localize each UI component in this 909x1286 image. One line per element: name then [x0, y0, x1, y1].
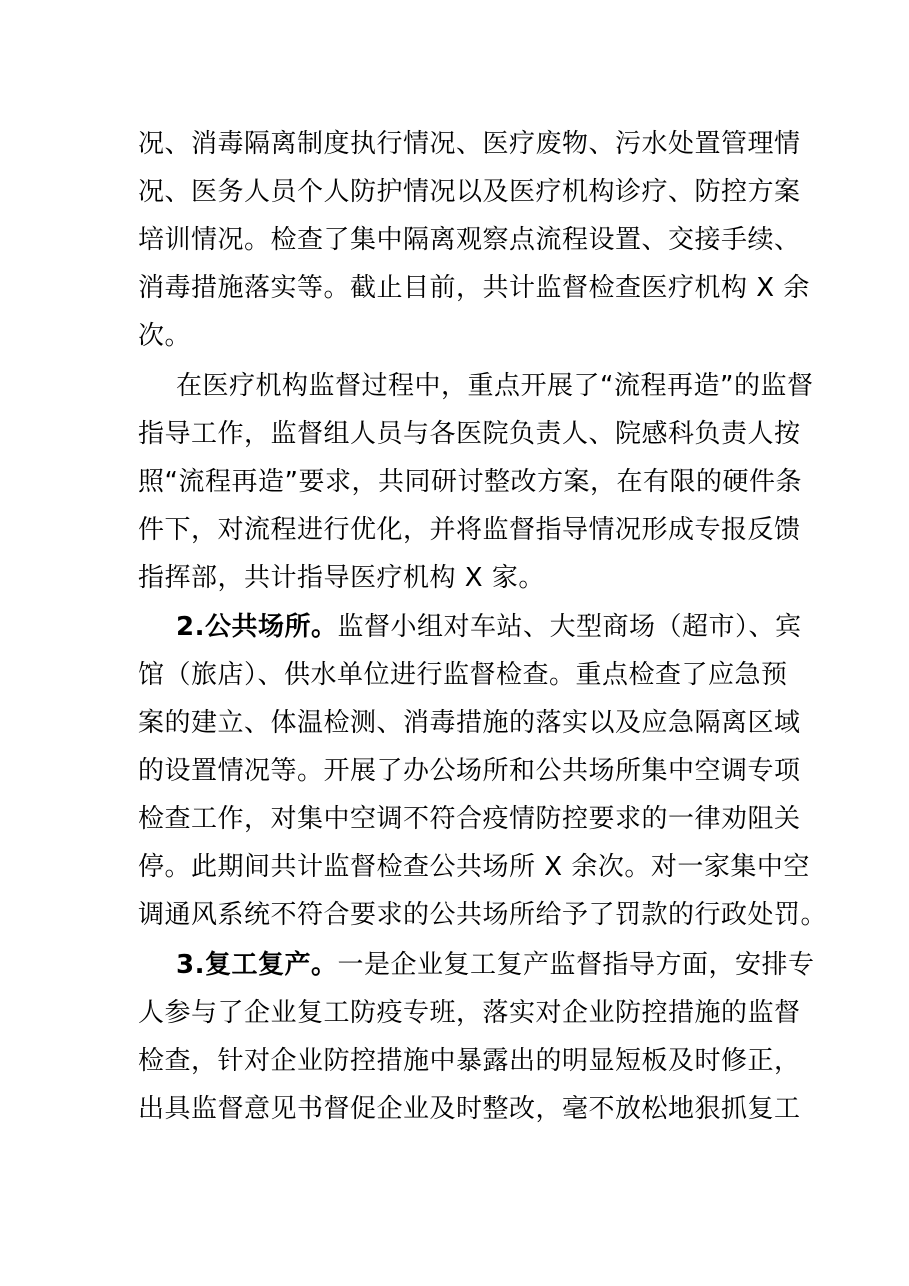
text-run: 况、医务人员个人防护情况以及医疗机构诊疗、防控方案	[138, 177, 801, 207]
text-line-1	[138, 120, 801, 168]
text-run: 检查工作，对集中空调不符合疫情防控要求的一律劝阻关	[138, 804, 801, 834]
text-run: 次。	[138, 321, 192, 351]
text-run: 监督小组对车站、大型商场（超市）、宾	[337, 612, 802, 642]
text-line-4	[138, 264, 810, 312]
text-run: 指导工作，监督组人员与各医院负责人、院感科负责人按	[138, 419, 801, 449]
text-run: 指挥部，共计指导医疗机构 X 家。	[138, 563, 545, 593]
text-run: 照“流程再造”要求，共同研讨整改方案，在有限的硬件条	[138, 467, 802, 497]
text-run: 一是企业复工复产监督指导方面，安排专	[337, 950, 815, 980]
text-line-14	[138, 747, 801, 795]
text-run: 的设置情况等。开展了办公场所和公共场所集中空调专项	[138, 756, 801, 786]
text-run: 检查，针对企业防控措施中暴露出的明显短板及时修正，	[138, 1046, 801, 1076]
text-run: 馆（旅店）、供水单位进行监督检查。重点检查了应急预	[138, 660, 788, 690]
text-line-21	[138, 1085, 801, 1133]
text-line-7	[138, 410, 801, 458]
text-line-16	[138, 843, 810, 891]
text-line-9	[138, 506, 801, 554]
text-line-8	[138, 458, 802, 506]
text-line-19	[138, 989, 801, 1037]
text-run: 人参与了企业复工防疫专班，落实对企业防控措施的监督	[138, 998, 801, 1028]
text-run: 出具监督意见书督促企业及时整改，毫不放松地狠抓复工	[138, 1094, 801, 1124]
text-line-15	[138, 795, 801, 843]
text-line-6	[176, 362, 814, 410]
text-line-18	[176, 941, 815, 989]
text-line-2	[138, 168, 801, 216]
text-line-12	[138, 651, 788, 699]
text-run: 培训情况。检查了集中隔离观察点流程设置、交接手续、	[138, 225, 801, 255]
text-run: 消毒措施落实等。截止目前，共计监督检查医疗机构 X 余	[138, 273, 810, 303]
section-heading: 2.公共场所。	[176, 612, 338, 642]
text-line-20	[138, 1037, 801, 1085]
text-run: 件下，对流程进行优化，并将监督指导情况形成专报反馈	[138, 515, 801, 545]
text-run: 停。此期间共计监督检查公共场所 X 余次。对一家集中空	[138, 852, 810, 882]
text-line-10	[138, 554, 772, 602]
text-line-11	[176, 603, 802, 651]
text-run: 在医疗机构监督过程中，重点开展了“流程再造”的监督	[176, 371, 814, 401]
text-run: 况、消毒隔离制度执行情况、医疗废物、污水处置管理情	[138, 129, 801, 159]
text-line-5	[138, 312, 772, 360]
text-line-13	[138, 699, 801, 747]
section-heading: 3.复工复产。	[176, 950, 338, 980]
text-run: 调通风系统不符合要求的公共场所给予了罚款的行政处罚。	[138, 900, 828, 930]
text-run: 案的建立、体温检测、消毒措施的落实以及应急隔离区域	[138, 708, 801, 738]
text-line-3	[138, 216, 801, 264]
text-line-17	[138, 891, 828, 939]
